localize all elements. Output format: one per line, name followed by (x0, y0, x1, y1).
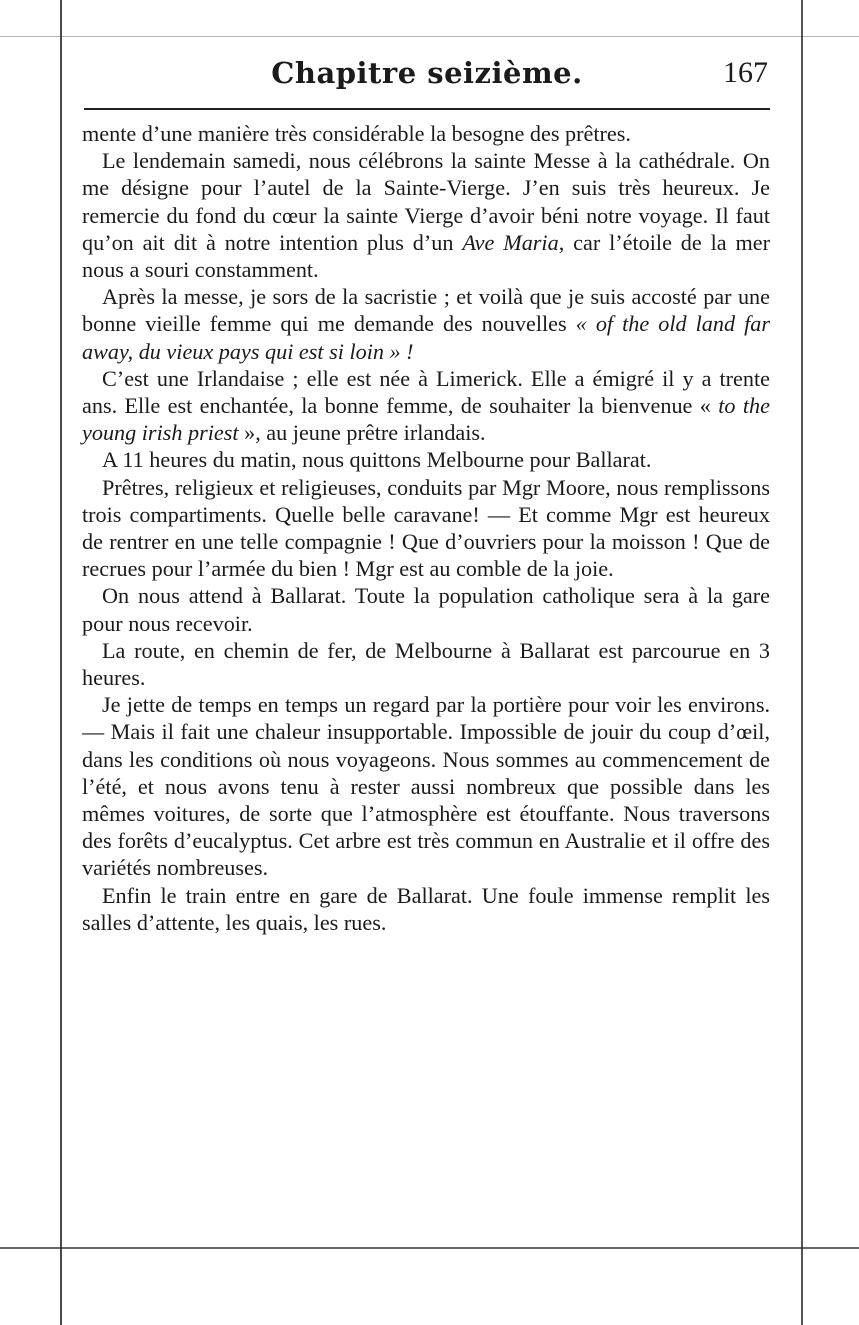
paragraph: Le lendemain samedi, nous célébrons la sainte Messe à la cathédrale. On me désigne pour l’autel de la Sainte-Vierge. J’en suis très heureux. Je remercie du fond du cœur la sainte Vierge d’avoir béni notre voyage. Il faut qu’on ait dit à notre intention plus d’un Ave Maria, car l’étoile de la mer nous a souri constamment. (82, 148, 770, 283)
scan-edge-right (801, 0, 803, 1325)
paragraph: La route, en chemin de fer, de Melbourne à Ballarat est parcourue en 3 heures. (82, 637, 770, 691)
paragraph: mente d’une manière très considérable la besogne des prêtres. (82, 121, 631, 146)
paragraph: C’est une Irlandaise ; elle est née à Limerick. Elle a émigré il y a trente ans. Elle est enchantée, la bonne femme, de souhaiter la bienvenue « to the young irish priest », au jeune prêtre irlandais. (82, 365, 770, 446)
header-rule (84, 108, 770, 110)
scan-edge-top (0, 36, 859, 37)
paragraph: A 11 heures du matin, nous quittons Melbourne pour Ballarat. (102, 447, 652, 473)
page-number: 167 (723, 56, 768, 89)
paragraph: Prêtres, religieux et religieuses, conduits par Mgr Moore, nous remplissons trois compartiments. Quelle belle caravane! — Et comme Mgr est heureux de rentrer en une telle compagnie ! Que d’ouvriers pour la moisson ! Que de recrues pour l’armée du bien ! Mgr est au comble de la joie. (82, 474, 770, 582)
scan-edge-left (60, 0, 62, 1325)
running-title: Chapitre seizième. (271, 56, 583, 90)
paragraph: On nous attend à Ballarat. Toute la population catholique sera à la gare pour nous recevoir. (82, 583, 770, 636)
body-text (82, 120, 770, 936)
scan-edge-bottom (0, 1247, 859, 1249)
paragraph: Après la messe, je sors de la sacristie ; et voilà que je suis accosté par une bonne vieille femme qui me demande des nouvelles « of the old land far away, du vieux pays qui est si loin » ! (82, 284, 770, 364)
page-header (84, 52, 770, 100)
paragraph: Enfin le train entre en gare de Ballarat. Une foule immense remplit les salles d’attente, les quais, les rues. (82, 882, 770, 935)
paragraph: Je jette de temps en temps un regard par la portière pour voir les environs. — Mais il fait une chaleur insupportable. Impossible de jouir du coup d’œil, dans les conditions où nous voyageons. Nous sommes au commencement de l’été, et nous avons tenu à rester aussi nombreux que possible dans les mêmes voitures, de sorte que l’atmosphère est étouffante. Nous traversons des forêts d’eucalyptus. Cet arbre est très commun en Australie et il offre des variétés nombreuses. (82, 692, 770, 881)
